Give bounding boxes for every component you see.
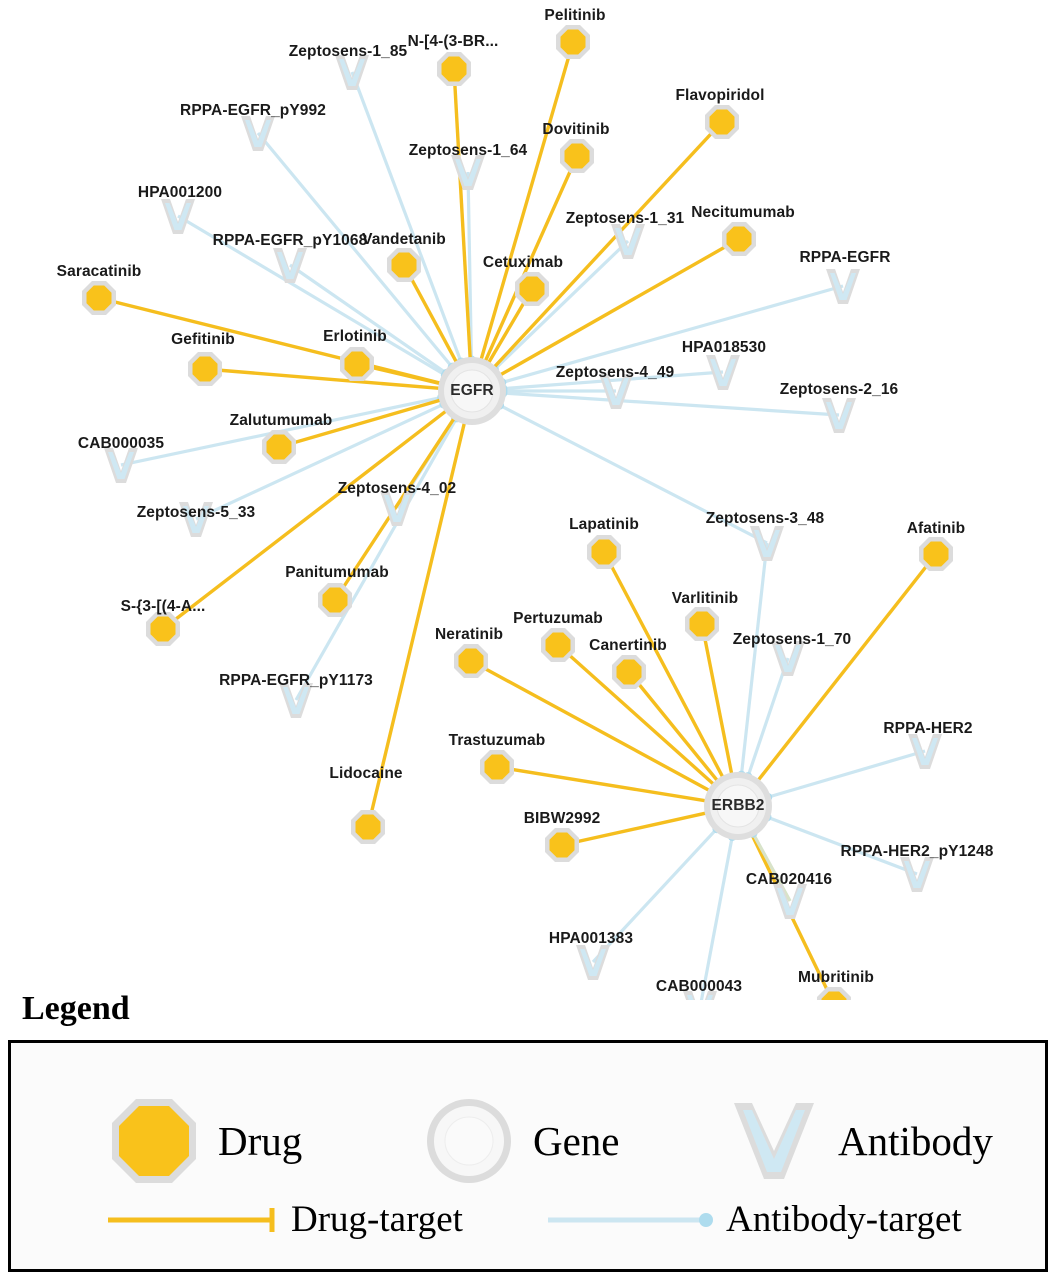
legend-item-gene	[421, 1093, 620, 1189]
drug-node[interactable]	[437, 52, 471, 86]
drug-node[interactable]	[612, 655, 646, 689]
legend-item-antibody-target	[546, 1198, 962, 1241]
drug-node-label: Vandetanib	[362, 231, 446, 248]
antibody-node-label: Zeptosens-4_49	[555, 364, 675, 381]
drug-node-shape	[546, 633, 571, 658]
drug-node-shape	[345, 352, 370, 377]
drug-node[interactable]	[262, 430, 296, 464]
drug-node[interactable]	[480, 750, 514, 784]
gene-circle-icon	[421, 1093, 517, 1189]
drug-node-shape	[87, 286, 112, 311]
drug-node[interactable]	[919, 537, 953, 571]
antibody-node-label: Zeptosens-5_33	[136, 504, 256, 521]
drug-node-shape	[193, 357, 218, 382]
drug-node[interactable]	[817, 987, 851, 1000]
drug-node-label: S-{3-[(4-A...	[120, 598, 206, 615]
antibody-node-label: HPA001383	[548, 930, 634, 947]
drug-node-shape	[323, 588, 348, 613]
legend-item-antibody	[726, 1093, 993, 1189]
drug-node-label: Zalutumumab	[229, 412, 333, 429]
drug-node-shape	[710, 110, 735, 135]
antibody-edge	[768, 751, 925, 797]
antibody-node[interactable]	[900, 857, 934, 892]
legend-label-antibody: Antibody	[838, 1118, 993, 1164]
antibody-node-label: CAB000043	[655, 978, 743, 995]
drug-node[interactable]	[705, 105, 739, 139]
drug-node-label: BIBW2992	[523, 810, 601, 827]
antibody-edge	[741, 543, 767, 775]
antibody-node-label: RPPA-EGFR_pY1173	[219, 672, 373, 689]
drug-node-label: Lapatinib	[569, 516, 639, 533]
drug-edge	[629, 672, 718, 782]
antibody-edge-sample	[546, 1205, 716, 1235]
drug-node-label: Panitumumab	[285, 564, 389, 581]
drug-node[interactable]	[340, 347, 374, 381]
legend-title: Legend	[22, 990, 130, 1027]
antibody-node-label: Zeptosens-2_16	[779, 381, 899, 398]
drug-node[interactable]	[685, 607, 719, 641]
drug-node[interactable]	[515, 272, 549, 306]
drug-edge	[481, 42, 573, 361]
drug-node-shape	[151, 617, 176, 642]
antibody-node-label: HPA001200	[137, 184, 223, 201]
antibody-node-label: RPPA-HER2	[883, 720, 973, 737]
antibody-node-label: Zeptosens-1_64	[408, 142, 528, 159]
drug-node-label: Canertinib	[589, 637, 667, 654]
antibody-node-label: RPPA-EGFR_pY992	[180, 102, 326, 119]
antibody-node-label: Zeptosens-1_31	[565, 210, 685, 227]
antibody-node-label: HPA018530	[681, 339, 767, 356]
drug-node-shape	[690, 612, 715, 637]
antibody-chevron-icon	[726, 1093, 822, 1189]
drug-node-label: Flavopiridol	[675, 87, 765, 104]
antibody-node[interactable]	[576, 945, 610, 980]
antibody-node-label: Zeptosens-3_48	[705, 510, 825, 527]
drug-node-shape	[924, 542, 949, 567]
drug-node-label: Lidocaine	[329, 765, 403, 782]
drug-node-shape	[565, 144, 590, 169]
drug-node-shape	[727, 227, 752, 252]
legend-label-antibody-target: Antibody-target	[726, 1199, 962, 1240]
drug-node-label: Necitumumab	[691, 204, 795, 221]
gene-node-label: ERBB2	[711, 797, 765, 814]
drug-node-label: Erlotinib	[323, 328, 387, 345]
drug-edge-sample	[106, 1205, 281, 1235]
drug-node[interactable]	[188, 352, 222, 386]
drug-node-shape	[459, 649, 484, 674]
antibody-edge	[700, 836, 732, 1000]
gene-node-label: EGFR	[450, 382, 494, 399]
drug-node[interactable]	[318, 583, 352, 617]
drug-node-label: Trastuzumab	[448, 732, 546, 749]
antibody-node-label: Zeptosens-1_70	[732, 631, 852, 648]
antibody-edge	[753, 833, 790, 901]
legend-item-drug-target	[106, 1198, 463, 1241]
antibody-node[interactable]	[104, 448, 138, 483]
drug-node[interactable]	[541, 628, 575, 662]
drug-node-label: Gefitinib	[171, 331, 235, 348]
drug-node-shape	[592, 540, 617, 565]
drug-node-shape	[392, 253, 417, 278]
antibody-node-label: CAB020416	[745, 871, 833, 888]
drug-node-shape	[442, 57, 467, 82]
drug-node-shape	[520, 277, 545, 302]
drug-node-shape	[356, 815, 381, 840]
legend-label-drug-target: Drug-target	[291, 1199, 463, 1240]
drug-node-label: Cetuximab	[482, 254, 564, 271]
drug-edge	[205, 369, 441, 388]
antibody-node[interactable]	[773, 884, 807, 919]
drug-node[interactable]	[587, 535, 621, 569]
drug-octagon-icon	[106, 1093, 202, 1189]
drug-node-shape	[561, 30, 586, 55]
drug-node-label: Pertuzumab	[513, 610, 603, 627]
legend-box	[8, 1040, 1048, 1272]
drug-node[interactable]	[387, 248, 421, 282]
legend-item-drug	[106, 1093, 302, 1189]
drug-node-label: Varlitinib	[671, 590, 739, 607]
drug-node[interactable]	[722, 222, 756, 256]
drug-node[interactable]	[545, 828, 579, 862]
drug-node[interactable]	[454, 644, 488, 678]
drug-node-label: Neratinib	[434, 626, 504, 643]
drug-node[interactable]	[560, 139, 594, 173]
drug-node-label: Afatinib	[906, 520, 966, 537]
drug-node-label: Dovitinib	[542, 121, 610, 138]
drug-node[interactable]	[351, 810, 385, 844]
drug-node-label: Saracatinib	[56, 263, 142, 280]
drug-edge	[702, 624, 732, 776]
legend-label-drug: Drug	[218, 1118, 303, 1164]
drug-node-label: Mubritinib	[798, 969, 874, 986]
legend-label-gene: Gene	[533, 1118, 620, 1164]
drug-node-shape	[485, 755, 510, 780]
drug-node-label: Pelitinib	[544, 7, 606, 24]
antibody-node-label: Zeptosens-4_02	[337, 480, 457, 497]
antibody-node-label: RPPA-EGFR_pY1068	[212, 232, 368, 249]
drug-node[interactable]	[556, 25, 590, 59]
antibody-node-label: CAB000035	[77, 435, 165, 452]
drug-node-shape	[550, 833, 575, 858]
antibody-node-label: Zeptosens-1_85	[288, 43, 408, 60]
antibody-node-label: RPPA-EGFR	[799, 249, 891, 266]
drug-node-label: N-[4-(3-BR...	[407, 33, 499, 50]
drug-node[interactable]	[82, 281, 116, 315]
drug-node-shape	[617, 660, 642, 685]
drug-node-shape	[267, 435, 292, 460]
antibody-node-label: RPPA-HER2_pY1248	[840, 843, 994, 860]
drug-node[interactable]	[146, 612, 180, 646]
